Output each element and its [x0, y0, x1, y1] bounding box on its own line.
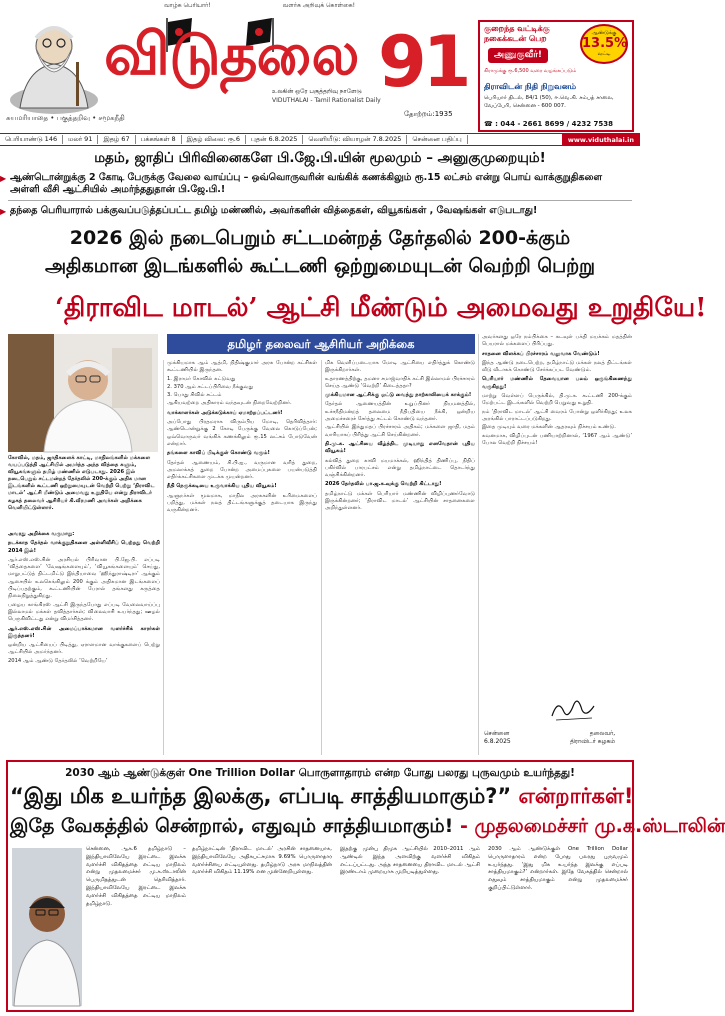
paragraph: தேர்தல் ஆணையத்தின் உறுப்பினர் நியமனத்தில், உச்சநீதிமன்றத் தலைமை நீதிபதியை நீக்கி, ஒன்றிய அமைச்சரைச் சேர்த்து சட்டம் கொண்டு வந்தனர். [325, 401, 475, 423]
bottom-column-1: சென்னை, ஆக.6 தமிழ்நாடு – இந்தியாவிலேயே இரட்டை இலக்க வளர்ச்சி விகிதத்தை எட்டிய மாநிலம் என்று முதலமைச்சர் மு.க.ஸ்டாலின் பெருமிதத்துடன் தெரிவித்தார். இந்தியாவிலேயே இரட்டை இலக்க வளர்ச்சி விகிதத்தை எட்டிய மாநிலம் தமிழ்நாடு. [86, 846, 186, 907]
website-link[interactable]: www.viduthalai.in [562, 134, 640, 146]
sign-org: திராவிடர் கழகம் [570, 738, 616, 745]
paragraph: கல்வித் துறை காவி மயமாக்கல், ஹிந்தித் திணிப்பு, நிதிப் பகிர்வில் பாரபட்சம் என்று தமிழ்நாட்டை தொடர்ந்து வஞ்சிக்கின்றனர். [325, 457, 475, 479]
paragraph: தங்களை காவிப் பிடிக்குள் கொண்டு வரும்! [167, 450, 270, 457]
bottom-line-2 [10, 815, 725, 840]
paragraph: வாக்காளர்கள் அடுக்கடுக்காய் ஏமாற்றப்பட்டனர்! [167, 409, 283, 416]
main-headline-line-1: 2026 இல் நடைபெறும் சட்டமன்றத் தேர்தலில் 200-க்கும் [69, 227, 571, 249]
sign-date: 6.8.2025 [484, 738, 511, 745]
column-divider [163, 360, 164, 755]
paragraph: ஆட்சியில் இந்துமதப் பிரச்சாரம் அதிகம்; மக்களை ஜாதி, மதம் வாரியாகப் பிரித்து ஆட்சி செய்கின்றனர். [325, 424, 475, 438]
title-quotes [164, 2, 355, 10]
paragraph: நம் ‘திராவிட மாடல்’ ஆட்சி வைரம் போன்று ஒளிர்கிறது; உலக அரங்கில் பாராட்டப்படுகிறது. [482, 408, 632, 422]
quote-tail: என்றார்கள்! [511, 784, 634, 808]
statement-column-3 [325, 360, 475, 755]
chief-minister-photo [12, 848, 82, 1006]
photo-caption: கோவில், மதம், ஜாதிகளைக் காட்டி, மாநிலங்களில் மக்களை வயப்படுத்தி ஆட்சியில் அமர்ந்த அந்த வித்தை களும், வியூகங்களும் தமிழ் மண்ணில் எடுபடாது. 2026 இல் நடைபெறும் சட்டமன்றத் தேர்தலில் 200-க்கும் அதிக மான இடங்களில் கூட்டணி ஒற்றுமையுடன் வெற்றி பெற்று ‘திராவிட மாடல்’ ஆட்சி மீண்டும் அமைவது உறுதியே என்று திராவிடர் கழகத் தலைவர் ஆசிரியர் கி.வீரமணி அவர்கள் அறிக்கை வெளியிட்டுள்ளார். [8, 455, 155, 511]
signature [548, 694, 598, 724]
main-headline-line-2: அதிகமான இடங்களில் கூட்டணி ஒற்றுமையுடன் வெற்றி பெற்று [44, 255, 596, 277]
sign-place-date [484, 730, 511, 746]
paragraph: ஒன்றிய ஆட்சியைப் பிடித்து, ஏராளமான வாக்குகளைப் பெற்று ஆட்சியில் அமர்ந்தனர். [8, 642, 160, 656]
column-divider [478, 334, 479, 755]
tagline: சுயமரியாதை • பகுத்தறிவு • சமூகநீதி [6, 114, 125, 122]
bottom-column-3: இதற்கு முன்பு திமுக ஆட்சியில் 2010–2011 ஆம் ஆண்டில் இந்த அளவிற்கு வளர்ச்சி விகிதம் எட்டப்பட்டது. அந்த சாதனையை திராவிட மாடல் ஆட்சி இரண்டாம் முறையாக முறியடித்துள்ளது. [340, 846, 480, 876]
bottom-headline: 2030 ஆம் ஆண்டுக்குள் One Trillion Dollar பொருளாதாரம் என்ற போது பலரது புருவமும் உயர்ந்தது! [65, 767, 575, 779]
paragraph: கவனமாக, விழிப்புடன் பணியாற்றினால், ‘1967 ஆம் ஆண்டு’ போல வெற்றி நிச்சயம்! [482, 432, 632, 446]
strip-item: மலர் 91 [63, 135, 98, 144]
strip-item: வெளியீடு: வியாழன் 7.8.2025 [303, 135, 407, 144]
paragraph: நீதி நெருக்கடியை உருவாக்கிய புதிய வியூகம்! [167, 483, 277, 490]
top-headline: மதம், ஜாதிப் பிரிவினைகளே பி.ஜே.பி.யின் மூலமும் – அனுகுமுறையும்! [94, 150, 546, 166]
headline-banner [54, 286, 707, 330]
sign-place: சென்னை [484, 730, 510, 737]
issue-info-strip [0, 133, 640, 146]
subtitle-english: VIDUTHALAI - Tamil Rationalist Daily [272, 97, 381, 104]
strip-item: இதழ் விலை: ரூ.6 [182, 135, 246, 144]
paragraph: இதை முடியும் வரை மக்களின் ஆதரவும் நிச்சயம் உண்டு. [482, 424, 616, 431]
paragraph: அவர்களது ஒரே நம்பிக்கை – கடவுள் பக்தி மயக்கம் மதத்தின் பெயரால் மக்களைப் பிரிப்பது. [482, 334, 632, 348]
line2-attribution: - முதலமைச்சர் மு.க.ஸ்டாலின் [453, 815, 725, 837]
ad-headline: குறைந்த வட்டிக்கு நகைக்கடன் பெற [484, 24, 550, 43]
line2-text: இதே வேகத்தில் சென்றால், எதுவும் சாத்தியமாகும்! [10, 815, 454, 837]
paragraph: 2. 370 ஆம் சட்டப்பிரிவை நீக்குவது [167, 383, 254, 390]
ad-cta-button[interactable]: அணுகுவீர்! [488, 48, 548, 63]
paragraph: அப்போது பிரதமராக விரும்பிய மோடி, தெரிவித்தார்: ஆண்டொன்றுக்கு 2 கோடி பேருக்கு வேலை கொடுப்பேன்; ஒவ்வொருவர் வங்கிக் கணக்கிலும் ரூ.15 லட்சம் போடுவேன் என்றார். [167, 419, 317, 447]
ad-rate-badge [580, 24, 628, 64]
paragraph: பெரியார் மண்ணில் தேவையான பலம் ஒருங்கிணைந்து வருகிறது! [482, 376, 632, 390]
quote-text: “இது மிக உயர்ந்த இலக்கு, எப்படி சாத்தியமாகும்?” [10, 784, 512, 808]
leader-photo [8, 334, 158, 452]
paragraph: 3. பொது சிவில் சட்டம் [167, 392, 222, 399]
statement-column-1 [8, 529, 160, 755]
statement-column-4 [482, 334, 632, 689]
paragraph: ஆகியவற்றை அதிகாரம் வந்தவுடன் நிறைவேற்றினர். [167, 400, 292, 407]
bottom-column-2: தமிழ்நாட்டின் ‘திராவிட மாடல்’ அரசின் சாதனையாக, இந்தியாவிலேயே அதிகபட்சமாக 9.69% பொருளாதார வளர்ச்சியை எட்டியுள்ளது. தமிழ்நாடு அரசு மாநிலத்தின் வளர்ச்சி விகிதம் 11.19% என முன்னேறியுள்ளது. [192, 846, 332, 876]
ad-organization: திராவிடன் நிதி நிறுவனம் [484, 82, 577, 91]
periyar-portrait [6, 12, 102, 112]
edition-number: 91 [378, 21, 468, 103]
strip-item: பெரியாண்டு 146 [0, 135, 63, 144]
sign-role: தலைவர், [589, 730, 616, 737]
bullet-headline-2: ▶ தந்தை பெரியாரால் பக்குவப்படுத்தப்பட்ட தமிழ் மண்ணில், அவர்களின் வித்தைகள், வியூகங்கள் , வேஷங்கள் எடுபடாது! [10, 205, 630, 217]
gold-loan-ad[interactable] [478, 20, 634, 132]
paragraph: பழைய காங்கிரஸ் ஆட்சி இருந்தபோது எப்படி வேலைவாய்ப்பு இல்லாமல் மக்கள் தவித்தார்கள்; விலைவாசி உயர்ந்தது; ஊழல் பெருகிவிட்டது என்று விமர்சித்தனர். [8, 601, 160, 623]
masthead [0, 0, 640, 132]
bullet-headline-1: ▶ ஆண்டொன்றுக்கு 2 கோடி பேருக்கு வேலை வாய்ப்பு – ஒவ்வொருவரின் வங்கிக் கணக்கிலும் ரூ.15 லட்சம் என்று பொய் வாக்குறுதிகளை அள்ளி வீசி ஆட்சியில் அமர்ந்ததுதான் பி.ஜே.பி.! [10, 172, 630, 196]
sign-author [570, 730, 615, 746]
paragraph: 2014 ஆம் ஆண்டு தேர்தலில் ‘வெற்றியே’ [8, 657, 108, 664]
paragraph: தமிழ்நாட்டு மக்கள் பெரியார் மண்ணின் விழிப்புணர்வோடு இருக்கின்றனர்; ‘திராவிட மாடல்’ ஆட்சியின் சாதனைகளை அறிந்துள்ளனர். [325, 490, 475, 512]
bottom-column-4: 2030 ஆம் ஆண்டுக்குள் One Trillion Dollar பொருளாதாரம் என்ற போது பலரது புருவமும் உயர்ந்தது. ‘இது மிக உயர்ந்த இலக்கு எப்படி சாத்தியமாகும்?’ என்றார்கள். இதே வேகத்தில் சென்றால் எதுவும் சாத்தியமாகும் என்று முதலமைச்சர் குறிப்பிட்டுள்ளார். [488, 846, 628, 891]
statement-title-bar: தமிழர் தலைவர் ஆசிரியர் அறிக்கை [167, 334, 475, 354]
newspaper-title: விடுதலை [104, 20, 359, 88]
paragraph: தேர்தல் ஆணையம், சி.பி.ஐ., வருமான வரித் துறை, அமலாக்கத் துறை போன்ற அமைப்புகளை பயன்படுத்தி எதிர்க்கட்சிகளை முடக்க முயன்றனர். [167, 459, 317, 481]
paragraph: முக்கியமாக ஆம் ஆத்மி, நிதிஷ்குமார் அரசு போன்ற கட்சிகள் கூட்டணியில் இருந்தன. [167, 360, 317, 374]
bottom-quote [10, 784, 634, 811]
strip-item: பக்கங்கள் 8 [136, 135, 182, 144]
ad-address: பெரியார் திடல், 84/1 (50), ஈ.வெ.கி. சம்பத் சாலை, வேப்பேரி, சென்னை - 600 007. [484, 95, 614, 109]
ad-phone[interactable]: ☎ : 044 - 2661 8699 / 4232 7538 [484, 120, 614, 128]
quote-left: வாழ்க பெரியார்! [164, 2, 211, 9]
strip-item: புதன் 6.8.2025 [246, 135, 303, 144]
paragraph: சாதனை விளக்கப் பிரச்சாரம் வலுவாக வேண்டும்! [482, 350, 600, 357]
ad-note: கிராமுக்கு ரூ.6,500 வரை வழங்கப்படும் [484, 68, 577, 74]
strip-item: இதழ் 67 [98, 135, 135, 144]
paragraph: இந்த ஆண்டு நடைபெற்ற, தமிழ்நாட்டு மக்கள் நலத் திட்டங்கள் வீடு வீடாகக் கொண்டு சேர்க்கப்பட வேண்டும். [482, 359, 632, 374]
paragraph: மாற்று வெள்ளப் பெருக்கில், தி.மு.க. கூட்டணி 200-க்கும் மேற்பட்ட இடங்களில் வெற்றி பெறுவது உறுதி. [482, 393, 632, 407]
ad-rate-label: ஆண்டுக்கு [591, 30, 617, 36]
paragraph: மிக வெளிப்படையாக மோடி ஆட்சியை எதிர்த்துக் கொண்டு இருக்கிறார்கள். [325, 360, 475, 374]
paragraph: 1. இராமர் கோவில் கட்டுவது [167, 375, 236, 382]
column-divider [321, 360, 322, 755]
banner-text: ‘திராவிட மாடல்’ ஆட்சி மீண்டும் அமைவது உறுதியே! [55, 293, 707, 323]
since-year: தோற்றம்:1935 [404, 110, 453, 118]
ad-rate-value: 13.5% [582, 36, 628, 51]
title-block [104, 2, 468, 124]
paragraph: நடக்காத தேர்தல் வாக்குறுதிகளை அள்ளிவீசிப் பெற்றது வெற்றி 2014 இல்! [8, 540, 160, 554]
paragraph: உதாரணத்திற்கு, தமனா சமாஜ்வாதிக் கட்சி இல்லாமல் பிரச்சாரம் செய்த ஆண்டு ‘வெற்றி’ கிடைத்ததா? [325, 375, 475, 389]
paragraph: அவரது அறிக்கை வருமாறு: [8, 531, 75, 537]
paragraph: 2026 தேர்தலில் பா.ஜ.க.வுக்கு வெற்றி கிட்டாது! [325, 481, 442, 488]
paragraph: முக்கியமான ஆட்சிக்கு ஓட்டு வைத்து நாற்காலியைக் காக்கும்! [325, 392, 472, 399]
paragraph: ஆர்.எஸ்.எஸ்.சின் அரசியல் பிரிவான பி.ஜே.பி. எப்படி ‘வித்தைகளை’ ‘வேஷங்களையும்’, ‘வியூகங்களையும்’ செய்து, மாறுபட்டுத் திட்டமிட்டு இந்தியாவை ‘ஹிந்துராஷ்டிரா’ ஆக்கும் ஆசையில் உலகெங்கிலும் 200 க்கும் அதிகமான இடங்களைப் பிடிப்பதற்கும், கூட்டணியின் பேரால் தங்களது கருத்தை நிலைநிறுத்துகிறது. [8, 556, 160, 600]
subtitle-tamil: உலகின் ஒரே பகுத்தறிவு நாளேடு [272, 88, 362, 95]
paragraph: ஆளுநர்கள் மூலமாக, மாநில அரசுகளின் உரிமைகளைப் பறித்து, மக்கள் நலத் திட்டங்களுக்குத் தடையாக இருந்து வருகின்றனர். [167, 492, 317, 514]
paragraph: தி.மு.க. ஆட்சியை வீழ்த்திட முடியாது எனவேதான் புதிய வியூகம்! [325, 440, 475, 455]
ad-rate-sub: வட்டி [597, 51, 611, 57]
strip-item: சென்னை பதிப்பு [407, 135, 467, 144]
divider [8, 200, 632, 201]
quote-right: வளர்க அறிவுக் கொள்கை! [282, 2, 355, 9]
paragraph: ஆர்.எஸ்.எஸ்.சின் அமைப்பாக்கமான வளர்ச்சிக் காரர்கள் இருந்தனர்! [8, 625, 160, 639]
statement-column-2 [167, 360, 317, 755]
